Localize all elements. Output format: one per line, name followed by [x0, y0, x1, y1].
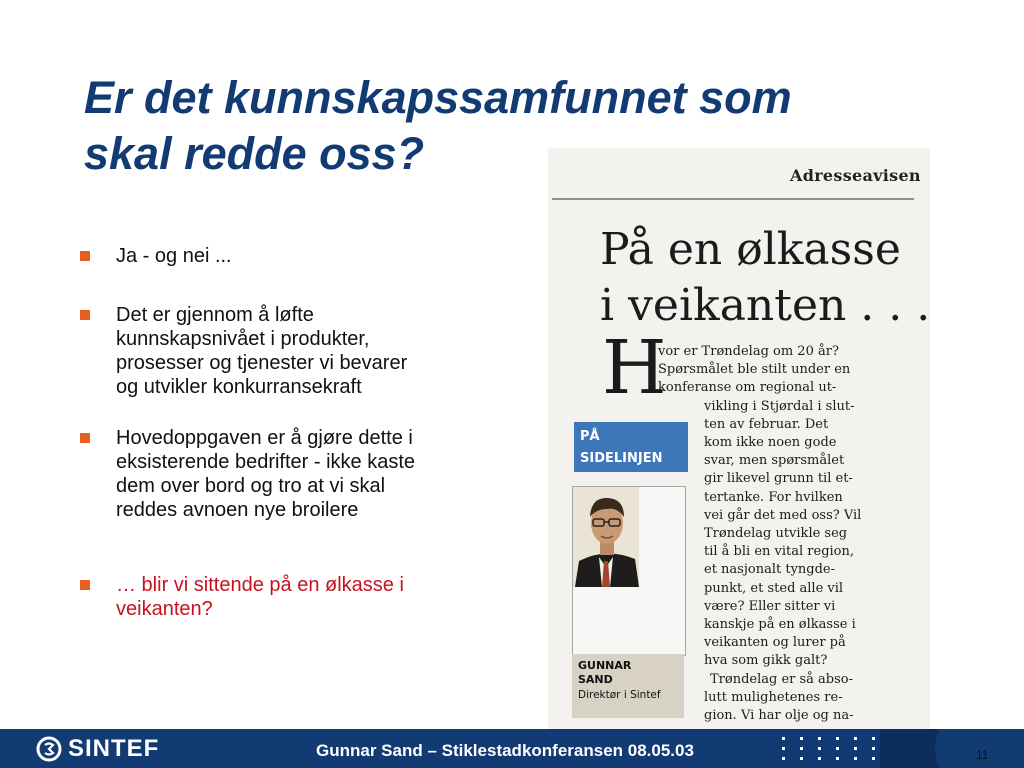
bullet-text: og utvikler konkurransekraft — [116, 376, 362, 398]
article-line: være? Eller sitter vi — [704, 598, 836, 614]
footer-presenter: Gunnar Sand – Stiklestadkonferansen 08.05.03 — [316, 741, 694, 760]
bullet-item-highlight — [80, 573, 510, 621]
article-line: kom ikke noen gode — [704, 435, 837, 451]
bullet-text: kunnskapsnivået i produkter, — [116, 328, 370, 350]
article-line: et nasjonalt tyngde- — [704, 562, 836, 578]
newspaper-masthead: Adresseavisen — [790, 166, 921, 185]
article-line: Spørsmålet ble stilt under en — [658, 362, 851, 378]
footer-decorative-shape — [880, 729, 940, 768]
article-line: Trøndelag er så abso- — [710, 671, 854, 687]
byline-role: Direktør i Sintef — [578, 689, 661, 701]
article-line: gion. Vi har olje og na- — [704, 708, 854, 724]
article-line: vikling i Stjørdal i slut- — [704, 398, 855, 414]
masthead-divider — [552, 198, 914, 200]
square-bullet-icon — [80, 580, 90, 590]
byline-name: GUNNAR — [578, 659, 632, 672]
bullet-item — [80, 426, 510, 522]
page-number: 11 — [976, 748, 989, 762]
bullet-text: eksisterende bedrifter - ikke kaste — [116, 451, 416, 473]
bullet-text: Hovedoppgaven er å gjøre dette i — [116, 427, 413, 449]
column-label-line: SIDELINJEN — [580, 451, 663, 466]
footer-bar — [0, 729, 1024, 768]
bullet-text: … blir vi sittende på en ølkasse i — [116, 574, 404, 596]
bullet-item — [80, 244, 510, 268]
drop-cap: H — [602, 325, 667, 411]
decorative-dots-icon — [778, 733, 888, 763]
bullet-text: prosesser og tjenester vi bevarer — [116, 352, 408, 374]
bullet-text: dem over bord og tro at vi skal — [116, 475, 386, 497]
bullet-text: Ja - og nei ... — [116, 245, 232, 267]
title-line: Er det kunnskapssamfunnet som — [84, 72, 792, 123]
author-portrait — [573, 487, 639, 587]
article-line: gir likevel grunn til et- — [704, 471, 853, 487]
author-photo — [572, 486, 686, 656]
sintef-logo-icon — [36, 736, 62, 762]
square-bullet-icon — [80, 433, 90, 443]
article-line: ten av februar. Det — [704, 416, 829, 432]
author-byline — [572, 654, 684, 718]
column-label — [574, 422, 688, 472]
newspaper-clipping — [548, 148, 930, 730]
logo-text: SINTEF — [68, 735, 160, 762]
article-line: lutt mulighetenes re- — [704, 689, 843, 705]
article-line: til å bli en vital region, — [704, 544, 855, 560]
article-line: vei går det med oss? Vil — [704, 507, 862, 523]
square-bullet-icon — [80, 251, 90, 261]
headline-line: På en ølkasse — [600, 224, 901, 275]
article-line: konferanse om regional ut- — [658, 380, 837, 396]
bullet-text: veikanten? — [116, 598, 213, 620]
title-line: skal redde oss? — [84, 128, 425, 179]
article-line: svar, men spørsmålet — [704, 453, 845, 469]
article-line: tertanke. For hvilken — [704, 489, 843, 505]
article-text — [658, 343, 928, 725]
bullet-text: Det er gjennom å løfte — [116, 304, 314, 326]
bullet-text: reddes avnoen nye broilere — [116, 499, 359, 521]
byline-name: SAND — [578, 673, 613, 686]
bullet-list — [80, 244, 510, 621]
article-line: veikanten og lurer på — [704, 635, 846, 651]
article-line: punkt, et sted alle vil — [704, 580, 844, 596]
clipping-headline — [600, 222, 930, 334]
sintef-logo — [36, 735, 159, 763]
article-line: Trøndelag utvikle seg — [704, 526, 848, 542]
article-line: vor er Trøndelag om 20 år? — [658, 344, 839, 359]
bullet-item — [80, 303, 510, 399]
column-label-line: PÅ — [580, 429, 600, 444]
square-bullet-icon — [80, 310, 90, 320]
article-line: kanskje på en ølkasse i — [704, 617, 856, 633]
headline-line: i veikanten . . . — [600, 280, 930, 331]
article-line: hva som gikk galt? — [704, 653, 828, 669]
